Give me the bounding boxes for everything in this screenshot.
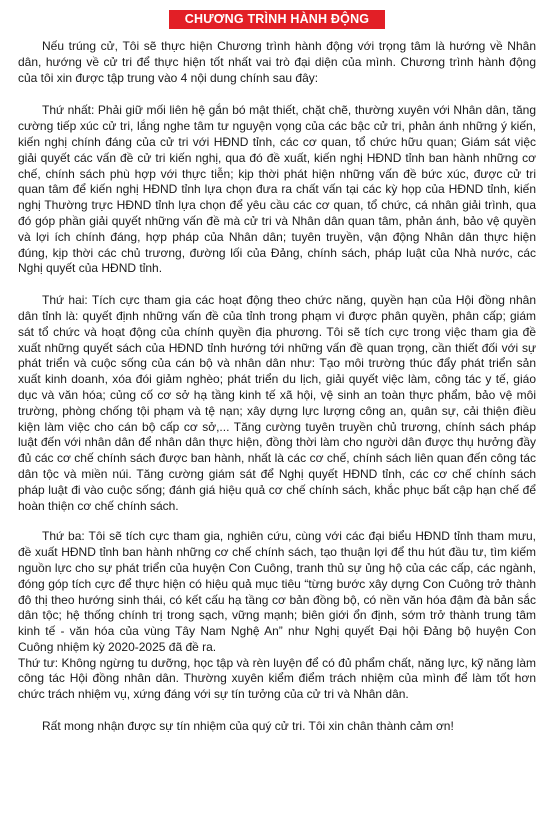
closing-paragraph: Rất mong nhận được sự tín nhiệm của quý cử tri. Tôi xin chân thành cảm ơn! xyxy=(42,719,454,734)
first-point-paragraph: Thứ nhất: Phải giữ mối liên hệ gắn bó mật thiết, chặt chẽ, thường xuyên với Nhân dân, tăng cường tiếp xúc cử tri, lắng nghe tâm tư nguyện vọng của các bậc cử tri, phản ánh những ý kiến, kiến nghị chính đáng của cử tri với HĐND tỉnh, các cơ quan, tổ chức hữu quan; Giám sát việc giải quyết các vấn đề cử tri kiến nghị, qua đó đề xuất, kiến nghị HĐND tỉnh ban hành những cơ chế, chính sách phù hợp với thực tiễn; kịp thời phát hiện những vấn đề bức xúc, được cử tri quan tâm để kiến nghị HĐND tỉnh lựa chọn đưa ra chất vấn tại các kỳ họp của HĐND tỉnh, kiến nghị Thường trực HĐND tỉnh lựa chọn để yêu cầu các cơ quan, tổ chức, cá nhân giải trình, qua đó góp phần giải quyết những vấn đề mà cử tri và Nhân dân quan tâm, phản ánh, bảo vệ quyền và lợi ích chính đáng, hợp pháp của Nhân dân; tuyên truyền, vận động Nhân dân thực hiện đúng, kịp thời các chủ trương, đường lối của Đảng, chính sách, pháp luật của Nhà nước, các Nghị quyết của HĐND tỉnh. xyxy=(18,103,536,276)
intro-paragraph: Nếu trúng cử, Tôi sẽ thực hiện Chương trình hành động với trọng tâm là hướng về Nhân dân, hướng về cử tri để thực hiện tốt nhất vai trò đại diện của mình. Chương trình hành động của tôi xin được tập trung vào 4 nội dung chính sau đây: xyxy=(18,39,536,85)
banner-container xyxy=(18,10,536,29)
banner-title: CHƯƠNG TRÌNH HÀNH ĐỘNG xyxy=(169,10,385,29)
third-point-paragraph: Thứ ba: Tôi sẽ tích cực tham gia, nghiên cứu, cùng với các đại biểu HĐND tỉnh tham mưu, đề xuất HĐND tỉnh ban hành những cơ chế chính sách, tạo thuận lợi để thu hút đầu tư, tìm kiếm nguồn lực cho sự phát triển của huyện Con Cuông, tranh thủ sự ủng hộ của các cấp, các ngành, đóng góp tích cực để thực hiện có hiệu quả mục tiêu “từng bước xây dựng Con Cuông trở thành đô thị theo hướng sinh thái, có kết cấu hạ tầng cơ bản đồng bộ, có nền văn hóa đậm đà bản sắc dân tộc; hệ thống chính trị trong sạch, vững mạnh; biên giới ổn định, sớm trở thành trung tâm kinh tế - văn hóa của vùng Tây Nam Nghệ An” như Nghị quyết Đại hội Đảng bộ huyện Con Cuông nhiệm kỳ 2020-2025 đã đề ra. xyxy=(18,529,536,654)
second-point-paragraph: Thứ hai: Tích cực tham gia các hoạt động theo chức năng, quyền hạn của Hội đồng nhân dân tỉnh là: quyết định những vấn đề của tỉnh trong phạm vi được phân quyền, phân cấp; giám sát tổ chức và hoạt động của chính quyền địa phương. Tôi sẽ tích cực trong việc tham gia đề xuất những quyết sách của HĐND tỉnh hướng tới những vấn đề quan trọng, cần thiết đối với sự phát triển và cuộc sống của cán bộ và nhân dân như: Tạo môi trường thúc đẩy phát triển sản xuất kinh doanh, xóa đói giảm nghèo; phát triển du lịch, giải quyết việc làm, công tác y tế, giáo dục và văn hóa; củng cố cơ sở hạ tầng kinh tế xã hội, vệ sinh an toàn thực phẩm, bảo vệ môi trường, phòng chống tội phạm và tệ nạn; xây dựng lực lượng công an, quân sự, cải thiện điều kiện làm việc cho cán bộ cấp cơ sở,... Tăng cường tuyên truyền chủ trương, chính sách pháp luật đến với nhân dân để nhân dân thực hiện, đồng thời làm cho người dân được thụ hưởng đầy đủ các cơ chế chính sách được ban hành, nhất là các cơ chế, chính sách liên quan đến công tác dân tộc và miền núi. Tăng cường giám sát để Nghị quyết HĐND tỉnh, các cơ chế chính sách pháp luật đi vào cuộc sống; đánh giá hiệu quả cơ chế chính sách, khắc phục bất cập hạn chế để hoàn thiện cơ chế chính sách. xyxy=(18,293,536,513)
fourth-point-paragraph: Thứ tư: Không ngừng tu dưỡng, học tập và rèn luyện để có đủ phẩm chất, năng lực, kỹ năng làm công tác Hội đồng nhân dân. Thường xuyên kiểm điểm trách nhiệm của mình để làm tốt hơn chức trách nhiệm vụ, xứng đáng với sự tín tưởng của cử tri và Nhân dân. xyxy=(18,655,536,702)
